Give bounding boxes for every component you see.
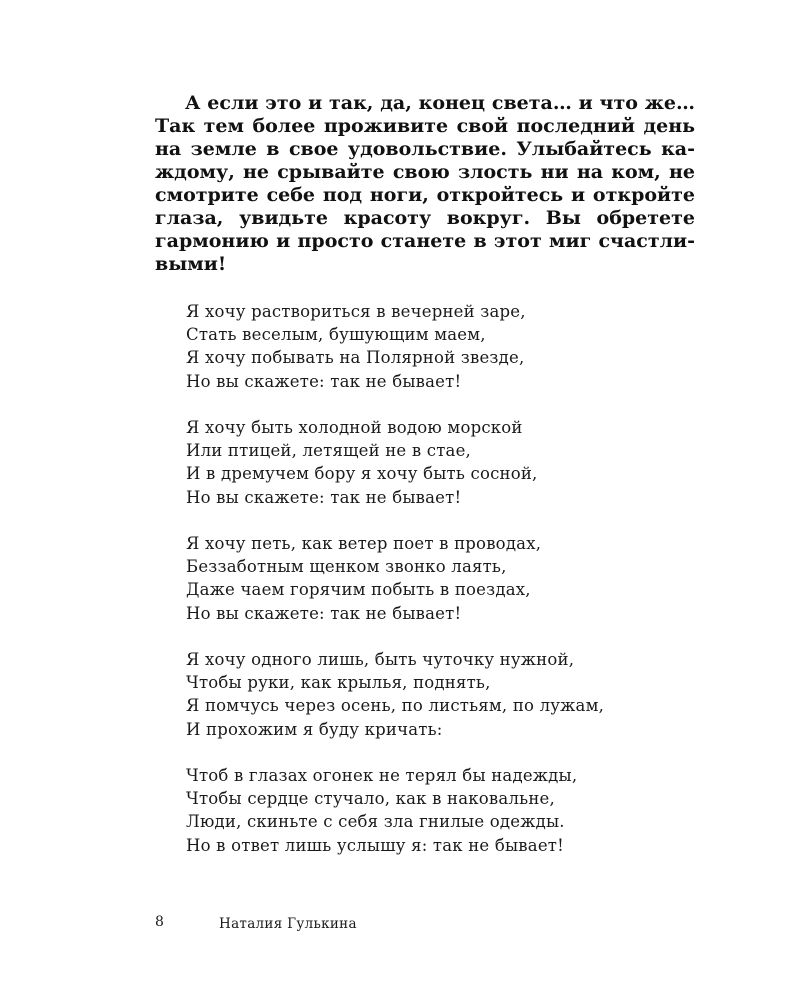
poem-line: Я хочу раствориться в вечерней заре,	[186, 302, 526, 321]
prose-paragraph	[155, 92, 695, 276]
page-number: 8	[155, 914, 164, 930]
poem-line: Даже чаем горячим побыть в поездах,	[186, 580, 531, 600]
poem-line: Я помчусь через осень, по листьям, по лужам,	[186, 696, 605, 716]
poem-line: Беззаботным щенком звонко лаять,	[186, 557, 507, 577]
poem-line: Я хочу одного лишь, быть чуточку нужной,	[186, 650, 575, 669]
poem-stanza-3	[186, 532, 686, 625]
poem-line: Чтоб в глазах огонек не терял бы надежды,	[186, 766, 578, 785]
prose-line: на земле в свое удовольствие. Улыбайтесь ка-	[155, 138, 695, 160]
poem-line: Но вы скажете: так не бывает!	[186, 603, 462, 623]
prose-line: гармонию и просто станете в этот миг счастли-	[155, 230, 695, 252]
prose-line: смотрите себе под ноги, откройтесь и откройте	[155, 184, 695, 206]
poem-line: Стать веселым, бушующим маем,	[186, 325, 486, 345]
poem-line: Люди, скиньте с себя зла гнилые одежды.	[186, 812, 565, 832]
poem-line: Но вы скажете: так не бывает!	[186, 487, 462, 507]
prose-line: А если это и так, да, конец света… и что же…	[185, 92, 695, 114]
poem-stanza-1	[186, 300, 686, 393]
running-footer-author: Наталия Гулькина	[219, 916, 357, 932]
prose-line: Так тем более проживите свой последний день	[155, 115, 695, 137]
poem-line: И прохожим я буду кричать:	[186, 719, 443, 739]
poem-stanza-5	[186, 764, 686, 857]
poem-line: Но вы скажете: так не бывает!	[186, 371, 462, 391]
poem-stanza-4	[186, 648, 686, 741]
prose-line: глаза, увидьте красоту вокруг. Вы обретете	[155, 207, 695, 229]
poem-line: Чтобы сердце стучало, как в наковальне,	[186, 789, 555, 809]
poem-line: Но в ответ лишь услышу я: так не бывает!	[186, 835, 564, 855]
poem-stanza-2	[186, 416, 686, 509]
poem-line: Я хочу быть холодной водою морской	[186, 418, 523, 437]
poem-line: Я хочу петь, как ветер поет в проводах,	[186, 534, 542, 553]
poem-line: Или птицей, летящей не в стае,	[186, 441, 471, 461]
poem	[186, 300, 686, 880]
poem-line: И в дремучем бору я хочу быть сосной,	[186, 464, 538, 484]
poem-line: Я хочу побывать на Полярной звезде,	[186, 348, 525, 368]
prose-line: выми!	[155, 253, 227, 275]
poem-line: Чтобы руки, как крылья, поднять,	[186, 673, 491, 693]
prose-line: ждому, не срывайте свою злость ни на ком, не	[155, 161, 695, 183]
